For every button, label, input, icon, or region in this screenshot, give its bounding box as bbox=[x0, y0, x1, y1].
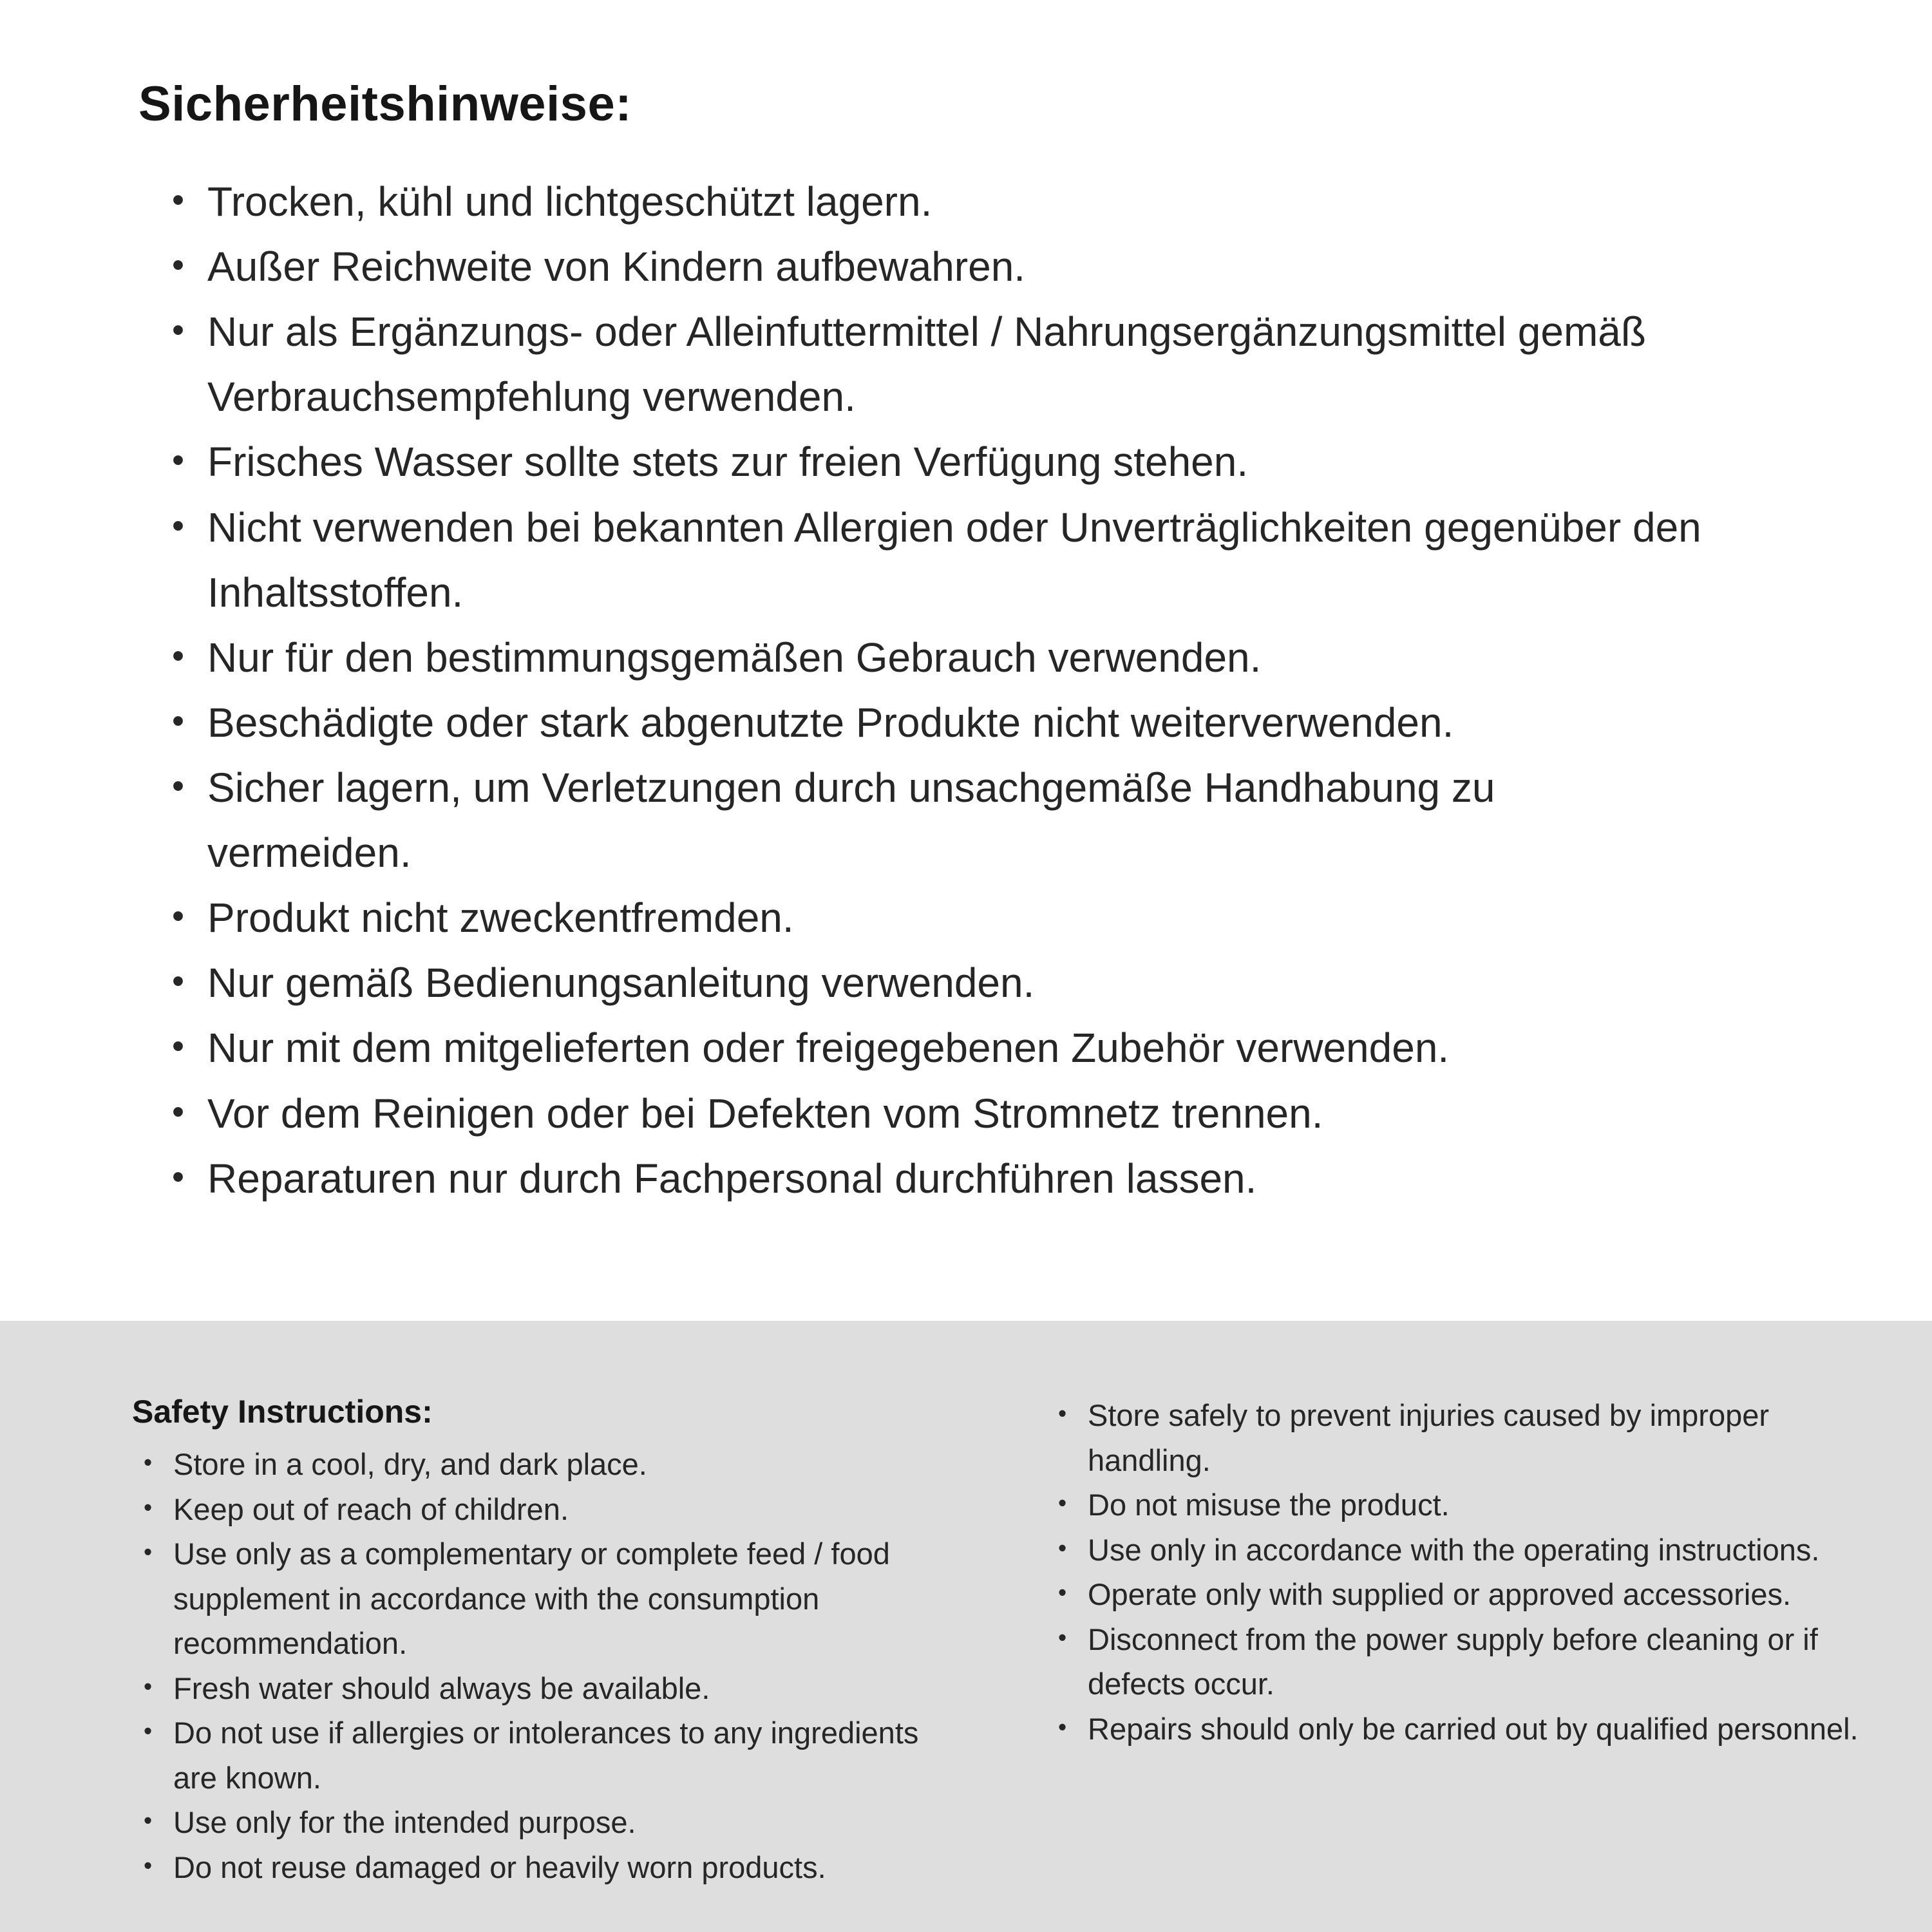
german-list-item: • Produkt nicht zweckentfremden. bbox=[138, 886, 1703, 951]
english-list-item: • Use only for the intended purpose. bbox=[132, 1800, 937, 1845]
english-safety-list-right bbox=[1046, 1393, 1864, 1751]
english-list-item: • Operate only with supplied or approved accessories. bbox=[1046, 1572, 1864, 1617]
english-list-item: • Store in a cool, dry, and dark place. bbox=[132, 1442, 937, 1487]
english-list-item: • Fresh water should always be available. bbox=[132, 1666, 937, 1711]
german-list-item: • Reparaturen nur durch Fachpersonal durchführen lassen. bbox=[138, 1146, 1703, 1211]
german-list-item: • Nicht verwenden bei bekannten Allergien oder Unverträglichkeiten gegenüber den Inhaltsstoffen. bbox=[138, 495, 1703, 625]
english-left-column bbox=[132, 1393, 1046, 1932]
english-list-item: • Do not use if allergies or intolerances to any ingredients are known. bbox=[132, 1710, 937, 1800]
german-list-item: • Nur gemäß Bedienungsanleitung verwenden. bbox=[138, 951, 1703, 1016]
german-safety-list bbox=[138, 169, 1703, 1211]
german-list-item: • Außer Reichweite von Kindern aufbewahren. bbox=[138, 234, 1703, 299]
german-list-item: • Trocken, kühl und lichtgeschützt lagern. bbox=[138, 169, 1703, 234]
german-section-title: Sicherheitshinweise: bbox=[138, 77, 632, 131]
english-list-item: • Disconnect from the power supply before cleaning or if defects occur. bbox=[1046, 1617, 1864, 1707]
english-list-item: • Use only in accordance with the operating instructions. bbox=[1046, 1528, 1864, 1573]
english-section bbox=[0, 1321, 1932, 1932]
german-list-item: • Beschädigte oder stark abgenutzte Produkte nicht weiterverwenden. bbox=[138, 690, 1703, 755]
german-list-item: • Nur mit dem mitgelieferten oder freigegebenen Zubehör verwenden. bbox=[138, 1016, 1703, 1081]
english-safety-list-left bbox=[132, 1442, 937, 1889]
english-right-column bbox=[1046, 1393, 1893, 1932]
english-list-item: • Do not misuse the product. bbox=[1046, 1482, 1864, 1528]
english-list-item: • Use only as a complementary or complete feed / food supplement in accordance with the consumption recommendation. bbox=[132, 1531, 937, 1666]
german-list-item: • Vor dem Reinigen oder bei Defekten vom Stromnetz trennen. bbox=[138, 1081, 1703, 1146]
german-list-item: • Nur als Ergänzungs- oder Alleinfuttermittel / Nahrungsergänzungsmittel gemäß Verbrauchsempfehlung verwenden. bbox=[138, 299, 1703, 430]
german-list-item: • Frisches Wasser sollte stets zur freien Verfügung stehen. bbox=[138, 430, 1703, 495]
english-list-item: • Do not reuse damaged or heavily worn products. bbox=[132, 1845, 937, 1890]
english-list-item: • Keep out of reach of children. bbox=[132, 1487, 937, 1532]
english-section-title: Safety Instructions: bbox=[132, 1394, 433, 1430]
german-list-item: • Nur für den bestimmungsgemäßen Gebrauch verwenden. bbox=[138, 625, 1703, 690]
german-list-item: • Sicher lagern, um Verletzungen durch unsachgemäße Handhabung zu vermeiden. bbox=[138, 755, 1703, 886]
english-list-item: • Repairs should only be carried out by qualified personnel. bbox=[1046, 1707, 1864, 1752]
english-list-item: • Store safely to prevent injuries caused by improper handling. bbox=[1046, 1393, 1864, 1482]
